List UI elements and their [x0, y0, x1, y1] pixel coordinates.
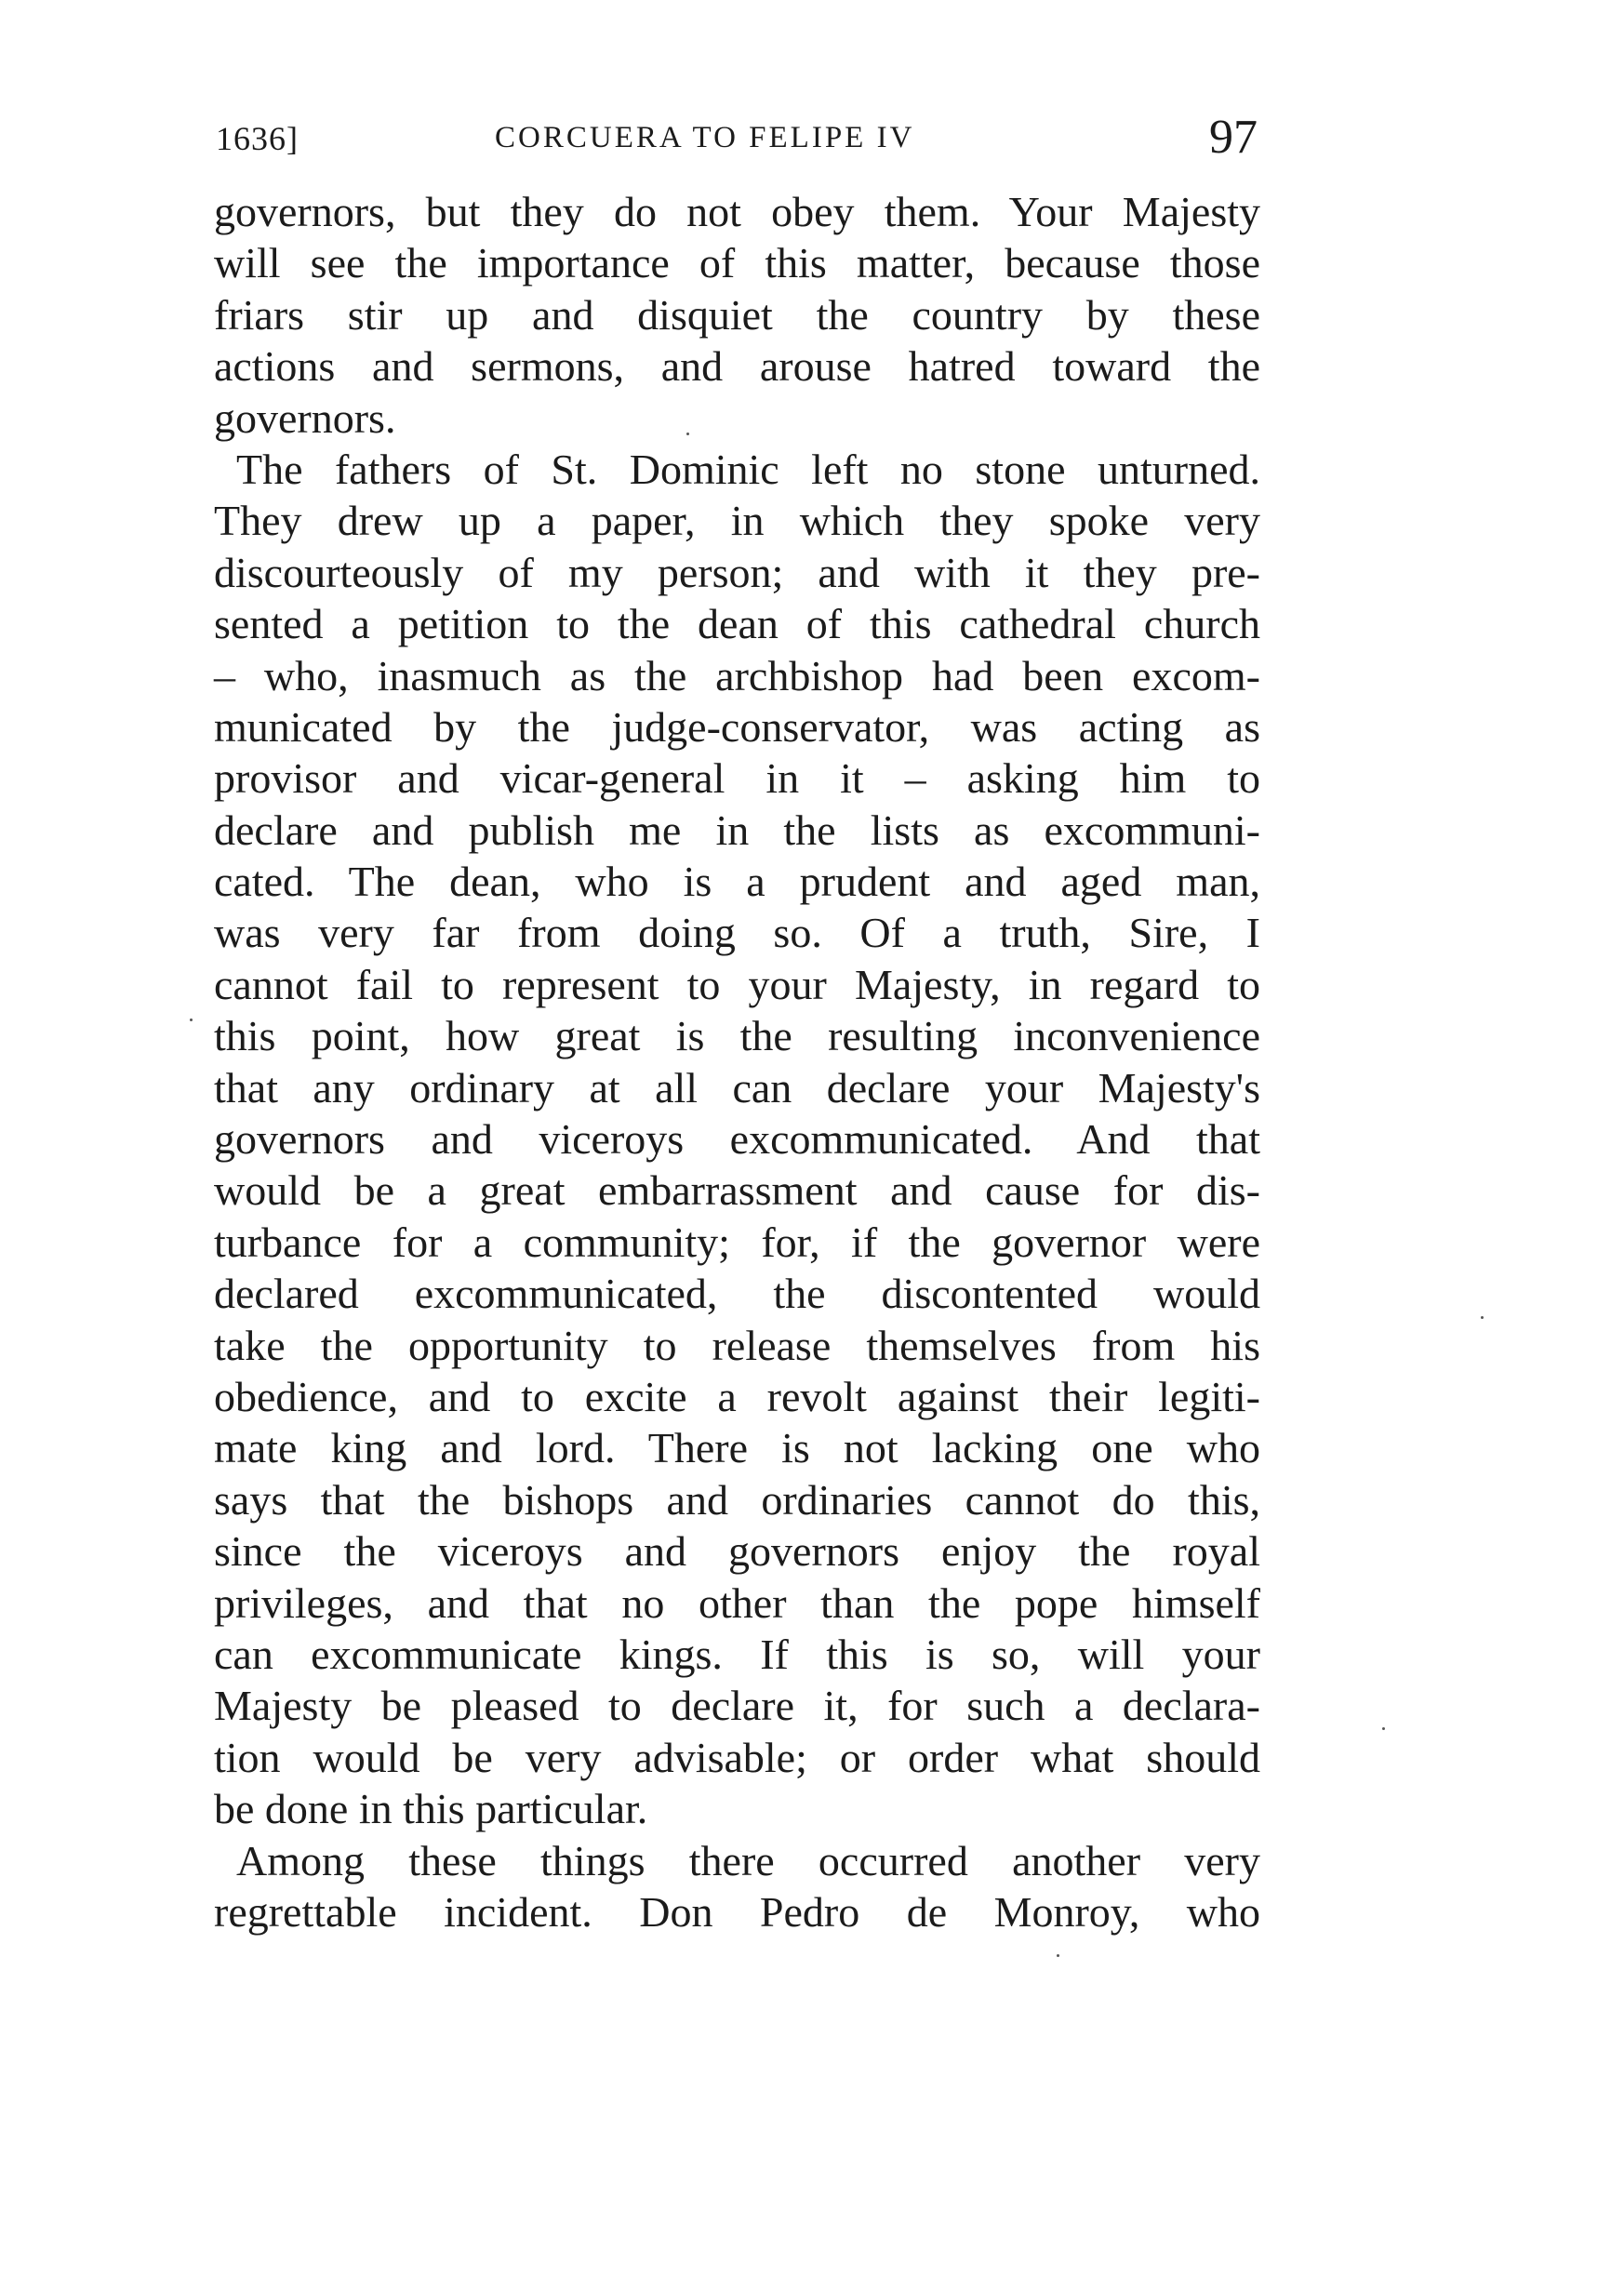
text-line: governors and viceroys excommunicated. And that: [214, 1115, 1260, 1164]
text-line: says that the bishops and ordinaries cannot do this,: [214, 1475, 1260, 1524]
text-line: governors.: [214, 393, 396, 442]
text-line: be done in this particular.: [214, 1785, 648, 1833]
text-line: governors, but they do not obey them. Your Majesty: [214, 188, 1260, 235]
header-year: 1636]: [216, 120, 299, 157]
text-line: discourteously of my person; and with it they pre-: [214, 548, 1260, 596]
text-line: privileges, and that no other than the pope himself: [214, 1578, 1260, 1627]
text-line: would be a great embarrassment and cause for dis-: [214, 1166, 1260, 1215]
text-line: sented a petition to the dean of this cathedral church: [214, 600, 1260, 648]
text-line: was very far from doing so. Of a truth, Sire, I: [214, 909, 1260, 957]
text-line: regrettable incident. Don Pedro de Monroy, who: [214, 1887, 1260, 1936]
text-line: since the viceroys and governors enjoy the royal: [214, 1527, 1260, 1576]
running-head: [216, 110, 1258, 175]
text-line: declared excommunicated, the discontented would: [214, 1270, 1260, 1318]
text-line: They drew up a paper, in which they spoke very: [214, 497, 1260, 545]
text-line: this point, how great is the resulting inconvenience: [214, 1012, 1260, 1060]
text-line: mate king and lord. There is not lacking one who: [214, 1424, 1260, 1472]
text-line: Majesty be pleased to declare it, for such a declara-: [214, 1682, 1260, 1730]
text-line: municated by the judge-conservator, was acting as: [214, 702, 1260, 751]
text-line: actions and sermons, and arouse hatred toward the: [214, 342, 1260, 391]
text-line: declare and publish me in the lists as excommuni-: [214, 805, 1260, 854]
text-line: Among these things there occurred another very: [236, 1836, 1260, 1884]
scan-speck: [1057, 1954, 1059, 1957]
header-title: CORCUERA TO FELIPE IV: [495, 121, 915, 154]
text-line: – who, inasmuch as the archbishop had been excom-: [214, 651, 1260, 699]
text-line: provisor and vicar-general in it – asking him to: [214, 754, 1260, 803]
text-line: turbance for a community; for, if the governor were: [214, 1218, 1260, 1266]
text-line: friars stir up and disquiet the country by these: [214, 290, 1260, 339]
text-line: take the opportunity to release themselves from his: [214, 1321, 1260, 1369]
text-line: obedience, and to excite a revolt against their legiti-: [214, 1372, 1260, 1420]
body-text: [214, 186, 1260, 1937]
scan-speck: [190, 1019, 193, 1021]
text-line: The fathers of St. Dominic left no stone unturned.: [236, 445, 1260, 493]
scan-speck: [686, 433, 689, 435]
text-line: cannot fail to represent to your Majesty, in regard to: [214, 960, 1260, 1008]
text-line: that any ordinary at all can declare your Majesty's: [214, 1063, 1260, 1112]
text-line: can excommunicate kings. If this is so, will your: [214, 1630, 1260, 1678]
text-line: will see the importance of this matter, because those: [214, 239, 1260, 287]
scan-speck: [1382, 1727, 1385, 1730]
text-line: cated. The dean, who is a prudent and aged man,: [214, 858, 1260, 906]
page-number: 97: [1209, 111, 1258, 164]
scan-speck: [1481, 1316, 1484, 1319]
text-line: tion would be very advisable; or order what should: [214, 1733, 1260, 1781]
